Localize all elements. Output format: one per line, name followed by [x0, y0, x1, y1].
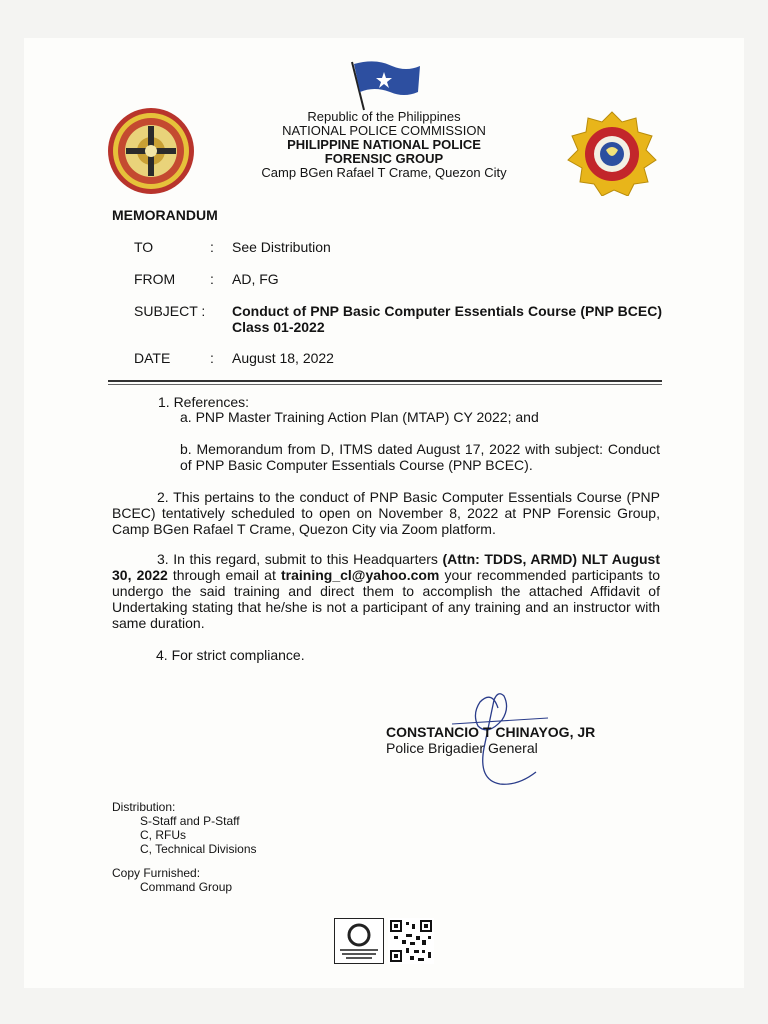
to-colon: : — [210, 239, 214, 255]
qr-code-icon — [388, 918, 434, 964]
header-forensic-group: FORENSIC GROUP — [324, 151, 444, 166]
reference-a: a. PNP Master Training Action Plan (MTAP) CY 2022; and — [180, 409, 539, 425]
paragraph-3: 3. In this regard, submit to this Headquarters (Attn: TDDS, ARMD) NLT August 30, 2022 through email at training_cl@yahoo.com your recommended participants to undergo the said training and direct them to accomplish the attached Affidavit of Undertaking stating that he/she is not a participant of any training and an instructor with same duration. — [112, 551, 661, 631]
memorandum-title: MEMORANDUM — [112, 207, 218, 223]
from-label: FROM — [134, 271, 176, 287]
to-label: TO — [134, 239, 154, 255]
header-pnp: PHILIPPINE NATIONAL POLICE — [287, 137, 481, 152]
signatory-title: Police Brigadier General — [386, 740, 538, 756]
certification-logo-icon — [334, 918, 384, 964]
header-republic: Republic of the Philippines — [307, 109, 461, 124]
distribution-item: C, RFUs — [140, 828, 186, 842]
copy-furnished-heading: Copy Furnished: — [112, 866, 201, 880]
paragraph-2: 2. This pertains to the conduct of PNP Basic Computer Essentials Course (PNP BCEC) tentatively scheduled to open on November 8, 2022 at PNP Forensic Group, Camp BGen Rafael T Crame, Quezon City via Zoom platform. — [112, 489, 660, 537]
date-value: August 18, 2022 — [232, 350, 334, 366]
subject-label: SUBJECT : — [134, 303, 206, 319]
from-colon: : — [210, 271, 214, 287]
from-value: AD, FG — [232, 271, 279, 287]
header-divider-thin — [108, 384, 662, 385]
header-address: Camp BGen Rafael T Crame, Quezon City — [261, 165, 507, 180]
to-value: See Distribution — [232, 239, 331, 255]
pnp-seal-icon — [106, 106, 196, 196]
header-napolcom: NATIONAL POLICE COMMISSION — [282, 123, 486, 138]
copy-furnished-item: Command Group — [140, 880, 233, 894]
reference-b: b. Memorandum from D, ITMS dated August 17, 2022 with subject: Conduct of PNP Basic Computer Essentials Course (PNP BCEC). — [180, 441, 660, 473]
flag-icon — [346, 58, 426, 112]
forensic-group-seal-icon — [562, 110, 662, 196]
subject-value: Conduct of PNP Basic Computer Essentials Course (PNP BCEC) Class 01-2022 — [232, 303, 662, 335]
date-colon: : — [210, 350, 214, 366]
references-heading: 1. References: — [158, 394, 250, 410]
signatory-name: CONSTANCIO T CHINAYOG, JR — [386, 724, 596, 740]
paragraph-4: 4. For strict compliance. — [156, 647, 305, 663]
date-label: DATE — [134, 350, 171, 366]
distribution-item: C, Technical Divisions — [140, 842, 257, 856]
header-divider — [108, 380, 662, 382]
distribution-heading: Distribution: — [112, 800, 176, 814]
distribution-item: S-Staff and P-Staff — [140, 814, 240, 828]
